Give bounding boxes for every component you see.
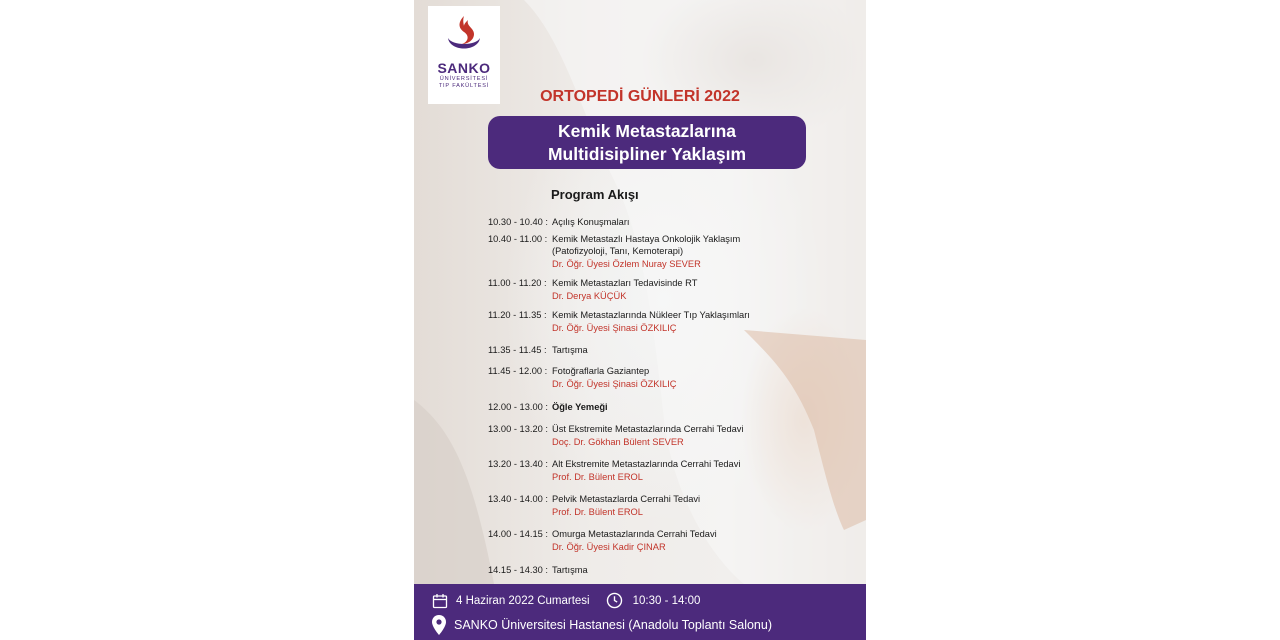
program-time: 13.20 - 13.40 : <box>488 459 548 469</box>
program-time: 11.20 - 11.35 : <box>488 310 547 320</box>
program-title: Kemik Metastazlı Hastaya Onkolojik Yaklaşım <box>552 234 741 244</box>
clock-icon <box>606 592 623 609</box>
program-desc <box>552 424 744 449</box>
event-venue: SANKO Üniversitesi Hastanesi (Anadolu Toplantı Salonu) <box>454 618 772 632</box>
program-desc <box>552 345 588 357</box>
program-title: Alt Ekstremite Metastazlarında Cerrahi Tedavi <box>552 459 741 469</box>
program-desc <box>552 234 740 270</box>
program-desc <box>552 278 697 303</box>
subject-line-1: Kemik Metastazlarına <box>558 121 736 141</box>
logo-subtitle-1: ÜNİVERSİTESİ <box>439 76 489 82</box>
program-desc <box>552 366 677 391</box>
subject-line-2: Multidisipliner Yaklaşım <box>547 144 747 164</box>
program-time: 10.30 - 10.40 : <box>488 217 548 227</box>
program-title: Öğle Yemeği <box>552 402 608 412</box>
program-time: 13.00 - 13.20 : <box>488 424 548 434</box>
program-speaker: Dr. Öğr. Üyesi Şinasi ÖZKILIÇ <box>552 323 677 334</box>
program-speaker: Dr. Derya KÜÇÜK <box>552 291 627 302</box>
program-desc <box>552 217 630 229</box>
program-heading: Program Akışı <box>551 187 639 202</box>
date-time-row <box>432 592 700 609</box>
location-pin-icon <box>432 615 446 635</box>
program-speaker: Prof. Dr. Bülent EROL <box>552 472 643 483</box>
program-time: 12.00 - 13.00 : <box>488 402 548 412</box>
program-title: Açılış Konuşmaları <box>552 217 630 227</box>
logo-name: SANKO <box>437 60 491 76</box>
program-desc <box>552 402 608 414</box>
program-desc <box>552 494 700 519</box>
subject-banner <box>488 116 806 169</box>
program-title: Omurga Metastazlarında Cerrahi Tedavi <box>552 529 717 539</box>
program-title: Pelvik Metastazlarda Cerrahi Tedavi <box>552 494 701 504</box>
program-desc <box>552 565 588 577</box>
event-poster <box>414 0 866 640</box>
flame-logo-icon <box>444 12 484 58</box>
program-title: Kemik Metastazları Tedavisinde RT <box>552 278 698 288</box>
calendar-icon <box>432 593 448 609</box>
program-title: Fotoğraflarla Gaziantep <box>552 366 650 376</box>
program-time: 14.15 - 14.30 : <box>488 565 548 575</box>
program-time: 13.40 - 14.00 : <box>488 494 548 504</box>
program-title: Tartışma <box>552 565 588 575</box>
program-time: 14.00 - 14.15 : <box>488 529 548 539</box>
program-speaker: Dr. Öğr. Üyesi Şinasi ÖZKILIÇ <box>552 379 677 390</box>
program-desc <box>552 310 750 335</box>
program-title: Kemik Metastazlarında Nükleer Tıp Yaklaşımları <box>552 310 750 320</box>
program-time: 11.35 - 11.45 : <box>488 345 547 355</box>
program-desc <box>552 529 717 554</box>
program-time: 11.00 - 11.20 : <box>488 278 547 288</box>
program-speaker: Doç. Dr. Gökhan Bülent SEVER <box>552 437 684 448</box>
event-info-footer <box>414 584 866 640</box>
program-title: Tartışma <box>552 345 588 355</box>
venue-row <box>432 615 772 635</box>
program-speaker: Prof. Dr. Bülent EROL <box>552 507 643 518</box>
logo-subtitle-2: TIP FAKÜLTESİ <box>438 82 490 89</box>
program-speaker: Dr. Öğr. Üyesi Kadir ÇINAR <box>552 542 666 553</box>
program-desc <box>552 459 740 484</box>
event-time: 10:30 - 14:00 <box>632 594 701 607</box>
program-time: 10.40 - 11.00 : <box>488 234 548 244</box>
program-time: 11.45 - 12.00 : <box>488 366 548 376</box>
program-title: Üst Ekstremite Metastazlarında Cerrahi Tedavi <box>552 424 744 434</box>
event-title: ORTOPEDİ GÜNLERİ 2022 <box>540 88 740 105</box>
event-date: 4 Haziran 2022 Cumartesi <box>456 594 590 607</box>
program-title-cont: (Patofizyoloji, Tanı, Kemoterapi) <box>552 245 684 256</box>
program-speaker: Dr. Öğr. Üyesi Özlem Nuray SEVER <box>552 258 701 269</box>
